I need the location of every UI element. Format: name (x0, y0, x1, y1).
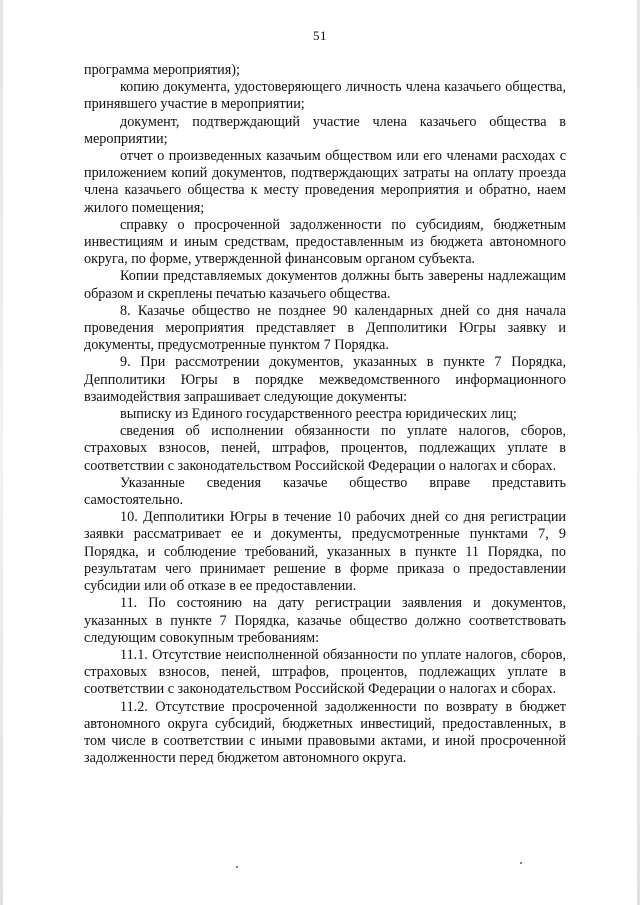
scan-speck (520, 862, 522, 864)
paragraph-registry-extract: выписку из Единого государственного реестра юридических лиц; (120, 406, 517, 423)
paragraph-clause-9: 9. При рассмотрении документов, указанных в пункте 7 Порядка, Депполитики Югры в порядке межведомственного информационного взаимодействия запрашивает следующие документы: (84, 354, 566, 405)
paragraph-tax-info: сведения об исполнении обязанности по уплате налогов, сборов, страховых взносов, пеней, штрафов, процентов, подлежащих уплате в соответствии с законодательством Российской Федерации о налогах и сборах. (84, 423, 566, 474)
paragraph-clause-11-2: 11.2. Отсутствие просроченной задолженности по возврату в бюджет автономного округа субсидий, бюджетных инвестиций, предоставленных, в том числе в соответствии с иными правовыми актами, и иной просроченной задолженности перед бюджетом автономного округа. (84, 698, 566, 767)
paragraph-clause-10: 10. Депполитики Югры в течение 10 рабочих дней со дня регистрации заявки рассматривает ее и документы, предусмотренные пунктами 7, 9 Порядка, и соблюдение требований, указанных в пункте 11 Порядка, по результатам чего принимает решение в форме приказа о предоставлении субсидии или об отказе в ее предоставлении. (84, 509, 566, 595)
paragraph-clause-8: 8. Казачье общество не позднее 90 календарных дней со дня начала проведения мероприятия представляет в Депполитики Югры заявку и документы, предусмотренные пунктом 7 Порядка. (84, 302, 566, 354)
paragraph-self-submission: Указанные сведения казачье общество вправе представить самостоятельно. (84, 474, 566, 509)
scan-speck (236, 866, 238, 868)
page-number: 51 (313, 28, 327, 43)
paragraph-item-expense-report: отчет о произведенных казачьим обществом или его членами расходах с приложением копий документов, подтверждающих затраты на оплату проезда члена казачьего общества к месту проведения мероприятия и обратно, наем жилого помещения; (84, 148, 566, 216)
paragraph-clause-11: 11. По состоянию на дату регистрации заявления и документов, указанных в пункте 7 Порядка, казачье общество должно соответствовать следующим совокупным требованиям: (84, 595, 566, 646)
paragraph-clause-11-1: 11.1. Отсутствие неисполненной обязанности по уплате налогов, сборов, страховых взносов, пеней, штрафов, процентов, подлежащих уплате в соответствии с законодательством Российской Федерации о налогах и сборах. (84, 646, 566, 698)
paragraph-item-participation-document: документ, подтверждающий участие члена казачьего общества в мероприятии; (84, 113, 566, 147)
paragraph-item-identity-copy: копию документа, удостоверяющего личность члена казачьего общества, принявшего участие в мероприятии; (84, 79, 566, 113)
scan-left-edge (0, 0, 3, 905)
document-body (84, 62, 566, 767)
paragraph-copies-certification: Копии представляемых документов должны быть заверены надлежащим образом и скреплены печатью казачьего общества. (84, 268, 566, 302)
paragraph-item-debt-certificate: справку о просроченной задолженности по субсидиям, бюджетным инвестициям и иным средствам, предоставленным из бюджета автономного округа, по форме, утвержденной финансовым органом субъекта. (84, 216, 566, 268)
paragraph-continuation: программа мероприятия); (84, 62, 240, 78)
